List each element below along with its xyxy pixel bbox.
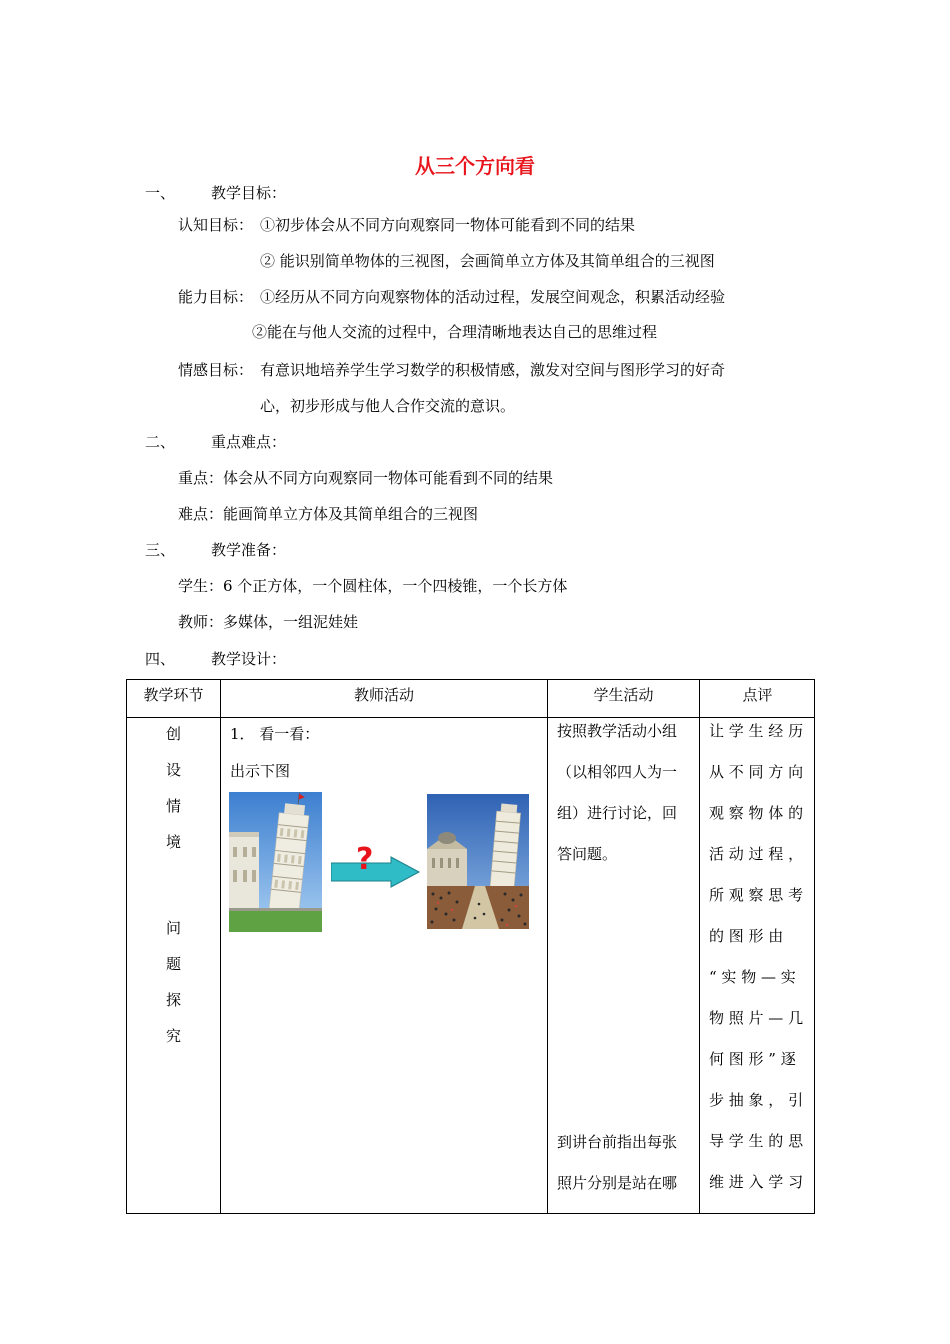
stage-char: 问: [165, 919, 181, 937]
comment-line: 活 动 过 程 ，: [709, 845, 804, 863]
comment-line: “ 实 物 — 实: [709, 968, 796, 986]
emotion-goal-1: 有意识地培养学生学习数学的积极情感，激发对空间与图形学习的好奇: [260, 361, 726, 379]
header-teacher-activity: 教师活动: [353, 686, 414, 704]
teacher-step-1: 1． 看一看：: [230, 725, 320, 743]
comment-line: 从 不 同 方 向: [709, 763, 804, 781]
stage-char: 创: [165, 725, 181, 743]
student-activity-group: [557, 722, 677, 886]
emotion-goal-label: 情感目标：: [178, 361, 254, 379]
teacher-step-1-desc: 出示下图: [230, 762, 291, 780]
stage-char: 设: [165, 761, 181, 779]
emotion-goal-2: 心，初步形成与他人合作交流的意识。: [260, 397, 516, 415]
tower-photo-front-view: [427, 794, 529, 929]
header-stage: 教学环节: [143, 686, 204, 704]
stage-char: 探: [165, 991, 181, 1009]
student-activity-group-2: [557, 1133, 677, 1215]
student-activity-line: 组）进行讨论，回: [557, 804, 678, 822]
difficulty-point: 难点：能画简单立方体及其简单组合的三视图: [178, 505, 479, 523]
student-preparation: 学生：6 个正方体，一个圆柱体，一个四棱锥，一个长方体: [178, 577, 568, 595]
ability-goal-2: ②能在与他人交流的过程中，合理清晰地表达自己的思维过程: [252, 323, 658, 341]
section-4-heading: 教学设计：: [211, 650, 287, 668]
stage-char: 情: [165, 797, 181, 815]
page-title: 从三个方向看: [415, 154, 535, 178]
comment-line: 所 观 察 思 考: [709, 886, 804, 904]
comment-line: 维 进 入 学 习: [709, 1173, 804, 1191]
student-activity-line: 答问题。: [557, 845, 618, 863]
cognitive-goal-1: ①初步体会从不同方向观察同一物体可能看到不同的结果: [260, 216, 636, 234]
comment-line: 何 图 形 ” 逐: [709, 1050, 796, 1068]
teaching-design-table: [126, 679, 815, 1214]
comment-group: [709, 722, 803, 1214]
tower-photo-side-view: [229, 792, 322, 932]
cognitive-goal-label: 认知目标：: [178, 216, 254, 234]
section-3-heading: 教学准备：: [211, 541, 287, 559]
stage-char: 境: [165, 833, 181, 851]
stage-char: 题: [165, 955, 181, 973]
comment-line: 的 图 形 由: [709, 927, 784, 945]
section-2-heading: 重点难点：: [211, 433, 287, 451]
header-comment: 点评: [742, 686, 773, 704]
section-1-heading: 教学目标：: [211, 184, 287, 202]
section-4-number: 四、: [145, 650, 176, 668]
student-activity-line: 到讲台前指出每张: [557, 1133, 678, 1151]
comment-line: 让 学 生 经 历: [709, 722, 804, 740]
section-1-number: 一、: [145, 184, 176, 202]
arrow-icon: [331, 855, 421, 889]
comment-line: 物 照 片 — 几: [709, 1009, 804, 1027]
key-point: 重点：体会从不同方向观察同一物体可能看到不同的结果: [178, 469, 554, 487]
ability-goal-label: 能力目标：: [178, 288, 254, 306]
comment-line: 观 察 物 体 的: [709, 804, 804, 822]
comment-line: 导 学 生 的 思: [709, 1132, 804, 1150]
stage-char: 究: [165, 1027, 181, 1045]
header-student-activity: 学生活动: [593, 686, 654, 704]
student-activity-line: 照片分别是站在哪: [557, 1174, 678, 1192]
section-2-number: 二、: [145, 433, 176, 451]
student-activity-line: 按照教学活动小组: [557, 722, 678, 740]
question-mark: ?: [356, 842, 374, 877]
student-activity-line: （以相邻四人为一: [557, 763, 678, 781]
section-3-number: 三、: [145, 541, 176, 559]
ability-goal-1: ①经历从不同方向观察物体的活动过程，发展空间观念，积累活动经验: [260, 288, 726, 306]
teacher-preparation: 教师：多媒体，一组泥娃娃: [178, 613, 359, 631]
comment-line: 步 抽 象 ， 引: [709, 1091, 804, 1109]
cognitive-goal-2: ② 能识别简单物体的三视图，会画简单立方体及其简单组合的三视图: [260, 252, 715, 270]
